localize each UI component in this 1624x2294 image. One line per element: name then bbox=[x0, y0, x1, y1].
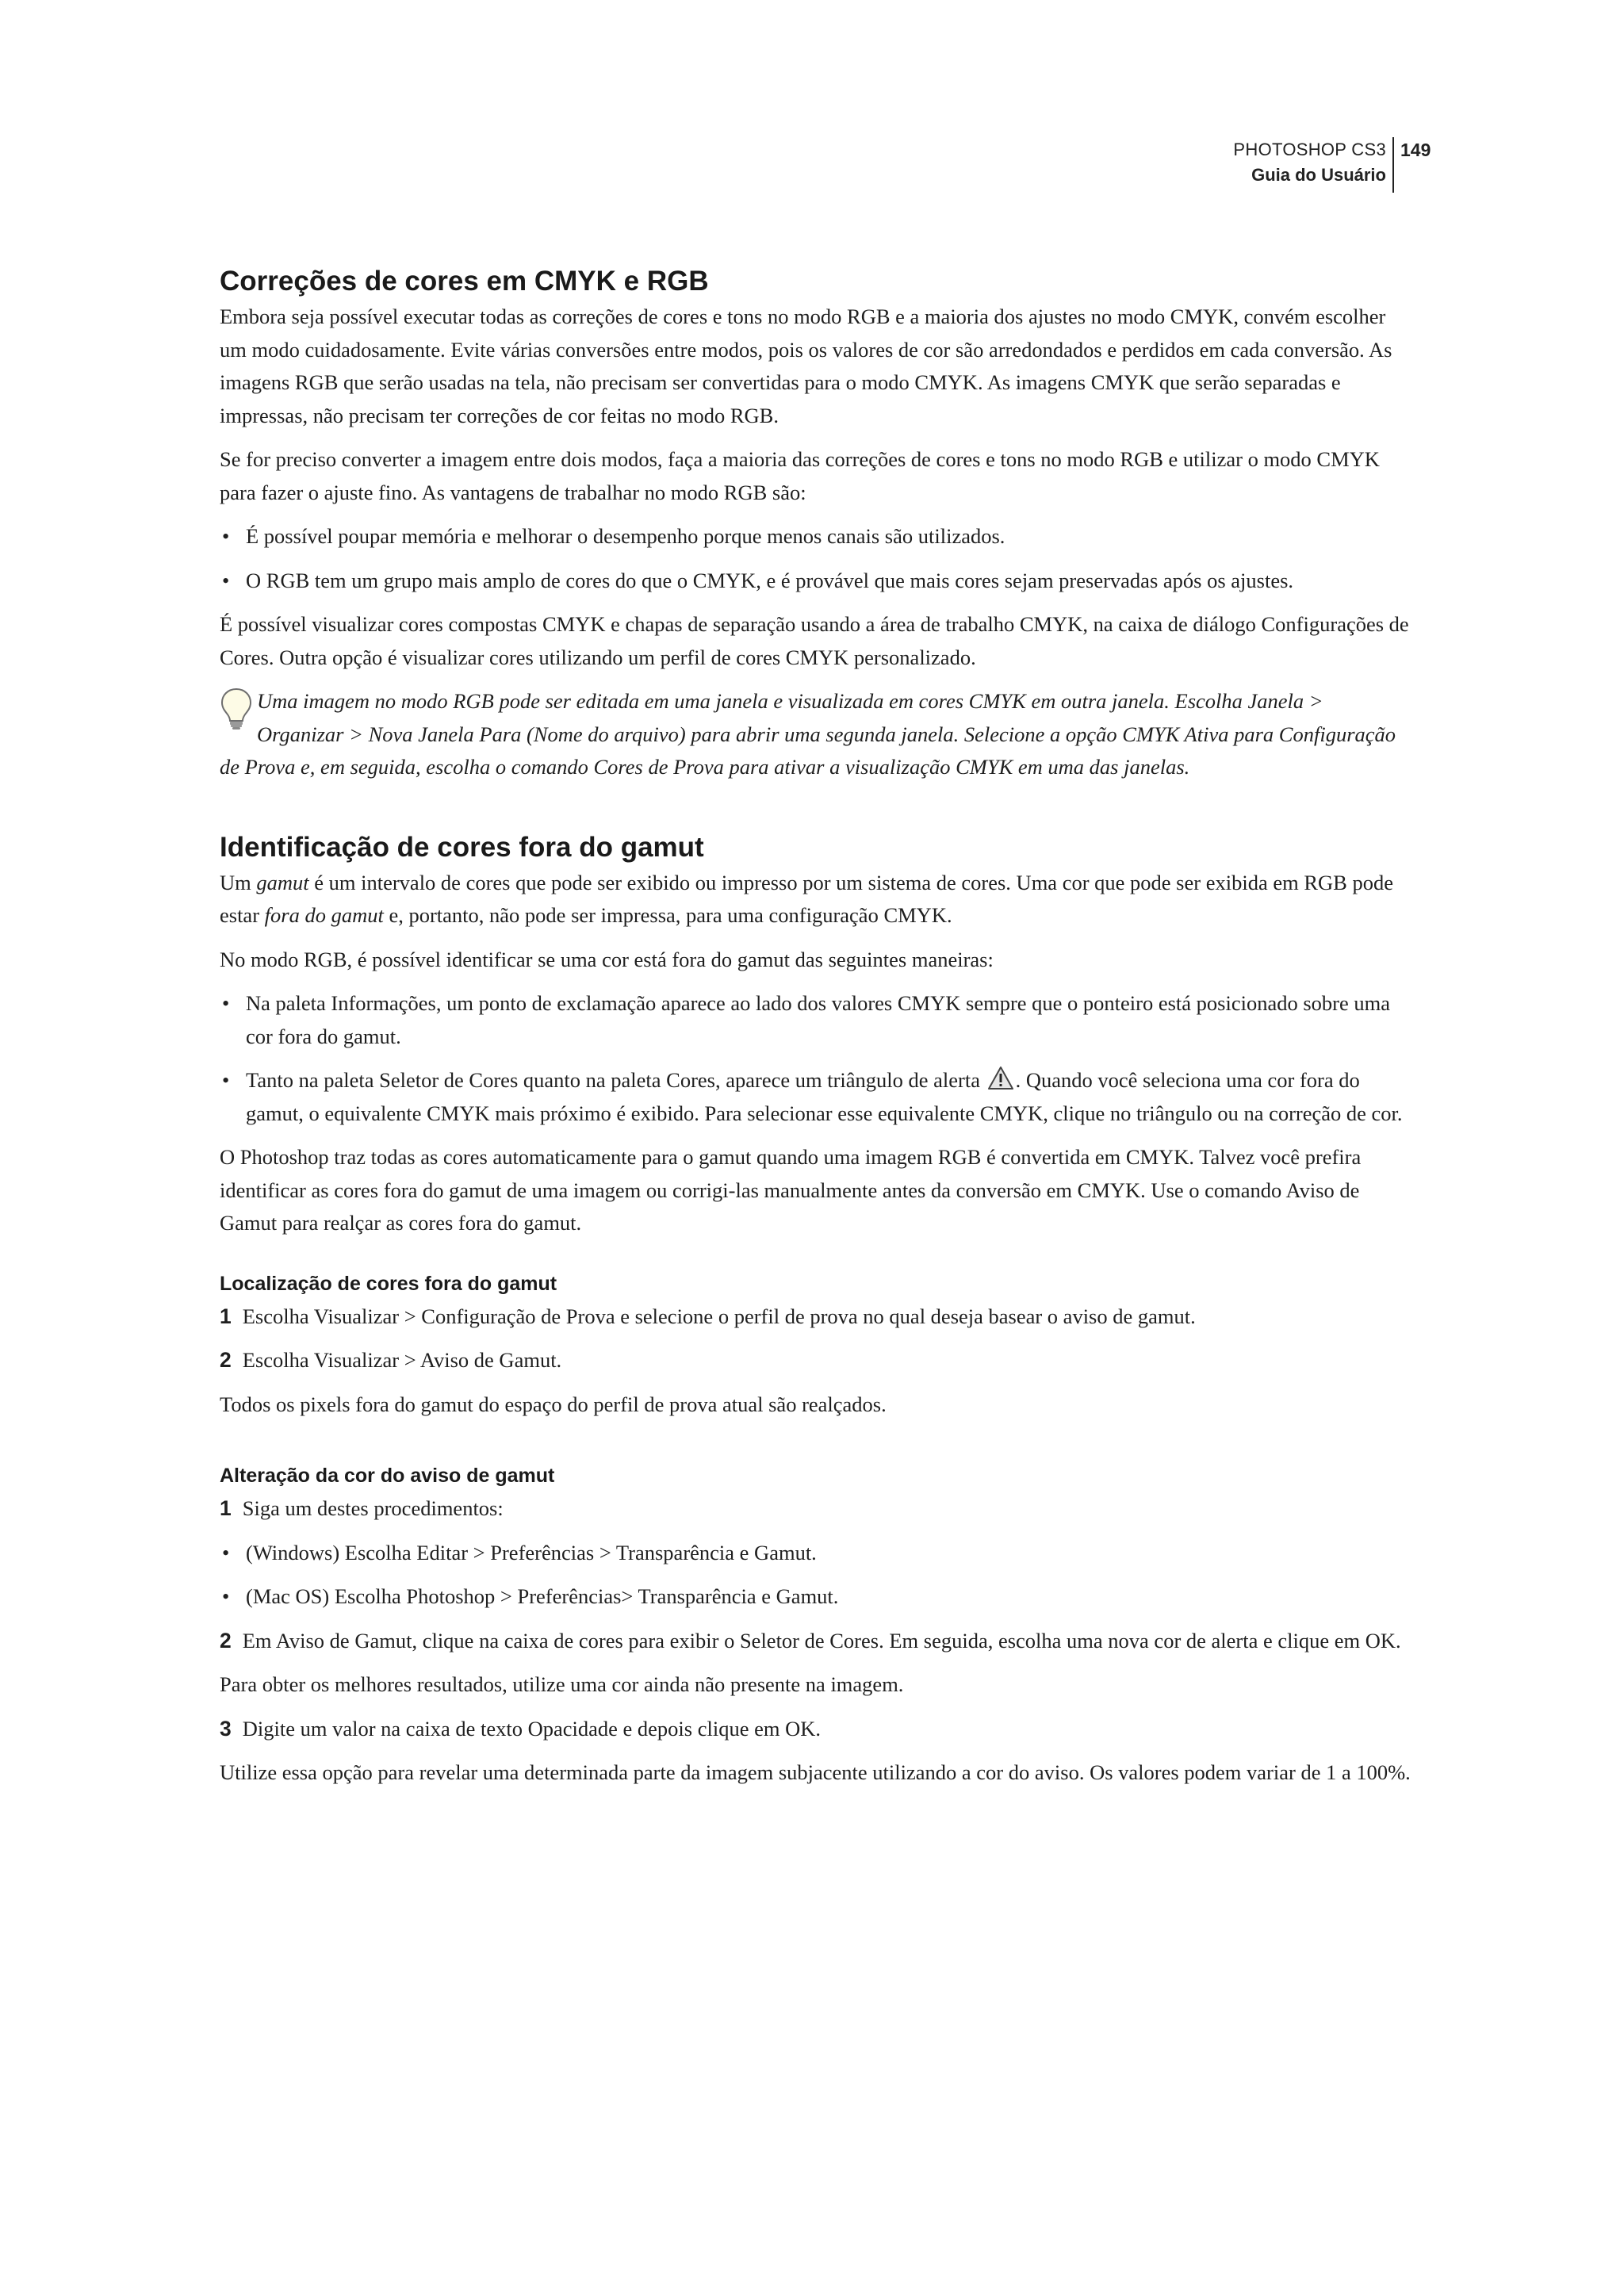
step-number: 2 bbox=[220, 1348, 232, 1372]
list-item-text bbox=[246, 1068, 1403, 1125]
step-number: 2 bbox=[220, 1628, 232, 1653]
step-text: Em Aviso de Gamut, clique na caixa de cores para exibir o Seletor de Cores. Em seguida, escolha uma nova cor de alerta e clique em OK. bbox=[242, 1628, 1401, 1653]
paragraph bbox=[220, 867, 1413, 933]
list-item bbox=[220, 1064, 1413, 1130]
bullet-dot: • bbox=[222, 991, 230, 1015]
step-text: Digite um valor na caixa de texto Opacidade e depois clique em OK. bbox=[242, 1716, 821, 1741]
paragraph: É possível visualizar cores compostas CMYK e chapas de separação usando a área de trabalho CMYK, na caixa de diálogo Configurações de Cores. Outra opção é visualizar cores utilizando um perfil de cores CMYK personalizado. bbox=[220, 612, 1409, 669]
paragraph: Se for preciso converter a imagem entre dois modos, faça a maioria das correções de cores e tons no modo RGB e utilizar o modo CMYK para fazer o ajuste fino. As vantagens de trabalhar no modo RGB são: bbox=[220, 447, 1380, 504]
term-out-of-gamut: fora do gamut bbox=[264, 903, 384, 927]
product-name: PHOTOSHOP CS3 bbox=[1233, 140, 1386, 159]
list-item bbox=[220, 987, 1413, 1053]
subsection-title-change-color: Alteração da cor do aviso de gamut bbox=[220, 1465, 555, 1487]
page-content bbox=[220, 264, 1413, 1801]
step-text: Escolha Visualizar > Aviso de Gamut. bbox=[242, 1348, 562, 1372]
running-header bbox=[1233, 137, 1386, 188]
step-item bbox=[220, 1344, 1413, 1377]
bullet-dot: • bbox=[222, 1540, 230, 1564]
paragraph: Embora seja possível executar todas as correções de cores e tons no modo RGB e a maioria dos ajustes no modo CMYK, convém escolher um modo cuidadosamente. Evite várias conversões entre modos, pois os valores de cor são arredondados e perdidos em cada conversão. As imagens RGB que serão usadas na tela, não precisam ser convertidas para o modo CMYK. As imagens CMYK que serão separadas e impressas, não precisam ter correções de cor feitas no modo RGB. bbox=[220, 304, 1392, 427]
bullet-dot: • bbox=[222, 1068, 230, 1092]
bullet-dot: • bbox=[222, 524, 230, 548]
step-number: 3 bbox=[220, 1716, 232, 1741]
list-item bbox=[220, 1537, 1413, 1570]
paragraph: O Photoshop traz todas as cores automaticamente para o gamut quando uma imagem RGB é convertida em CMYK. Talvez você prefira identificar as cores fora do gamut de uma imagem ou corrigi-las manualmente antes da conversão em CMYK. Use o comando Aviso de Gamut para realçar as cores fora do gamut. bbox=[220, 1145, 1362, 1235]
term-gamut: gamut bbox=[256, 870, 309, 894]
bullet-dot: • bbox=[222, 568, 230, 592]
step-number: 1 bbox=[220, 1304, 232, 1328]
paragraph: Todos os pixels fora do gamut do espaço do perfil de prova atual são realçados. bbox=[220, 1392, 887, 1416]
list-item-text: É possível poupar memória e melhorar o desempenho porque menos canais são utilizados. bbox=[246, 524, 1005, 548]
list-item-text: Na paleta Informações, um ponto de exclamação aparece ao lado dos valores CMYK sempre que o ponteiro está posicionado sobre uma cor fora do gamut. bbox=[246, 991, 1391, 1048]
step-text: Escolha Visualizar > Configuração de Prova e selecione o perfil de prova no qual deseja basear o aviso de gamut. bbox=[242, 1304, 1196, 1328]
list-item-text: (Mac OS) Escolha Photoshop > Preferências> Transparência e Gamut. bbox=[246, 1584, 839, 1608]
section-title-gamut: Identificação de cores fora do gamut bbox=[220, 831, 704, 863]
step-number: 1 bbox=[220, 1496, 232, 1520]
alert-triangle-icon bbox=[987, 1066, 1014, 1091]
tip-block bbox=[220, 685, 1413, 784]
list-item bbox=[220, 520, 1413, 553]
subsection-title-locate: Localização de cores fora do gamut bbox=[220, 1272, 557, 1295]
step-item bbox=[220, 1492, 1413, 1526]
list-item bbox=[220, 1580, 1413, 1614]
page-number: 149 bbox=[1392, 137, 1431, 193]
lightbulb-icon bbox=[217, 687, 255, 731]
paragraph: Utilize essa opção para revelar uma determinada parte da imagem subjacente utilizando a cor do aviso. Os valores podem variar de 1 a 100%. bbox=[220, 1760, 1411, 1784]
step-text: Siga um destes procedimentos: bbox=[242, 1496, 504, 1520]
tip-text: Uma imagem no modo RGB pode ser editada em uma janela e visualizada em cores CMYK em outra janela. Escolha Janela > Organizar > Nova Janela Para (Nome do arquivo) para abrir uma segunda janela. Selecione a opção CMYK Ativa para Configuração de Prova e, em seguida, escolha o comando Cores de Prova para ativar a visualização CMYK em uma das janelas. bbox=[220, 689, 1396, 779]
text-run: e, portanto, não pode ser impressa, para uma configuração CMYK. bbox=[383, 903, 952, 927]
text-run: Um bbox=[220, 870, 257, 894]
text-run: Tanto na paleta Seletor de Cores quanto na paleta Cores, aparece um triângulo de alerta bbox=[246, 1068, 986, 1092]
text-run: é um intervalo de cores que pode ser exibido ou impresso por um sistema de cores. Uma cor que pode ser exibida em RGB pode estar bbox=[220, 870, 1393, 927]
step-item bbox=[220, 1713, 1413, 1746]
list-item bbox=[220, 565, 1413, 598]
step-item bbox=[220, 1625, 1413, 1658]
paragraph: No modo RGB, é possível identificar se uma cor está fora do gamut das seguintes maneiras: bbox=[220, 947, 994, 971]
guide-name: Guia do Usuário bbox=[1251, 165, 1386, 185]
bullet-dot: • bbox=[222, 1584, 230, 1608]
list-item-text: O RGB tem um grupo mais amplo de cores do que o CMYK, e é provável que mais cores sejam preservadas após os ajustes. bbox=[246, 568, 1294, 592]
step-item bbox=[220, 1300, 1413, 1334]
section-title-cmyk-rgb: Correções de cores em CMYK e RGB bbox=[220, 266, 709, 297]
list-item-text: (Windows) Escolha Editar > Preferências > Transparência e Gamut. bbox=[246, 1540, 817, 1564]
paragraph: Para obter os melhores resultados, utilize uma cor ainda não presente na imagem. bbox=[220, 1672, 904, 1696]
text-run: . Quando você seleciona uma cor fora do gamut, o equivalente CMYK mais próximo é exibido. Para selecionar esse equivalente CMYK, clique no triângulo ou na correção de cor. bbox=[246, 1068, 1403, 1125]
